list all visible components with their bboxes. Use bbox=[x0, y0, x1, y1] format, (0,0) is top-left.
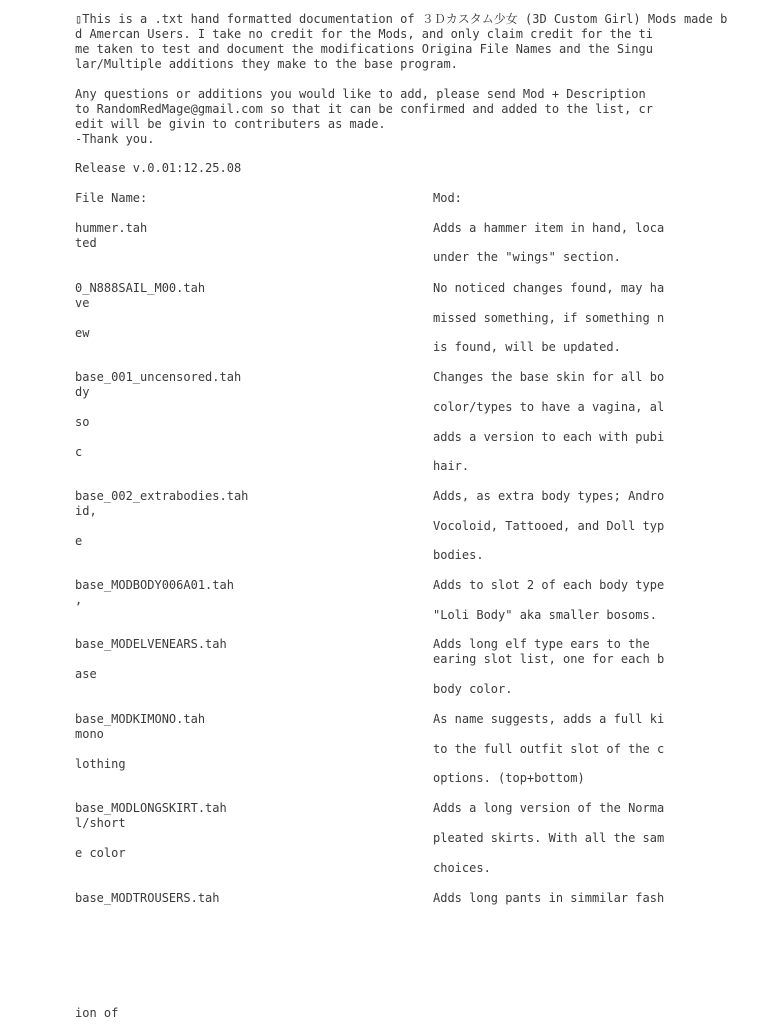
file-name-header: File Name: bbox=[75, 191, 148, 205]
entry-description-line: bodies. bbox=[433, 548, 484, 562]
entry-description-line: options. (top+bottom) bbox=[433, 771, 585, 785]
entry-description-line: to the full outfit slot of the c bbox=[433, 742, 665, 756]
entry-file-wrap: , bbox=[75, 593, 83, 607]
entry-file-wrap: e bbox=[75, 534, 83, 548]
entry-description-line: is found, will be updated. bbox=[433, 340, 621, 354]
mod-header: Mod: bbox=[433, 191, 462, 205]
entry-file-wrap: id, bbox=[75, 504, 97, 518]
entry-file-name: base_002_extrabodies.tah bbox=[75, 489, 249, 503]
intro-line-2: d Amercan Users. I take no credit for the Mods, and only claim credit for the ti bbox=[75, 27, 653, 41]
entry-description-line: Adds, as extra body types; Andro bbox=[433, 489, 665, 503]
entry-file-name: base_MODBODY006A01.tah bbox=[75, 578, 234, 592]
entry-description-line: No noticed changes found, may ha bbox=[433, 281, 665, 295]
contact-line-3: edit will be givin to contributers as made. bbox=[75, 117, 386, 131]
entry-file-wrap: l/short bbox=[75, 816, 126, 830]
entry-file-wrap: lothing bbox=[75, 757, 126, 771]
footer-fragment: ion of bbox=[75, 1006, 119, 1020]
entry-file-wrap: ve bbox=[75, 296, 90, 310]
entry-description-line: Changes the base skin for all bo bbox=[433, 370, 665, 384]
entry-description-line: Adds a hammer item in hand, loca bbox=[433, 221, 665, 235]
entry-file-name: base_001_uncensored.tah bbox=[75, 370, 242, 384]
entry-description-line: Adds to slot 2 of each body type bbox=[433, 578, 665, 592]
entry-file-name: base_MODKIMONO.tah bbox=[75, 712, 206, 726]
entry-file-wrap: so bbox=[75, 415, 90, 429]
intro-line-4: lar/Multiple additions they make to the base program. bbox=[75, 57, 458, 71]
entry-file-wrap: c bbox=[75, 445, 83, 459]
entry-description-line: As name suggests, adds a full ki bbox=[433, 712, 665, 726]
entry-file-wrap: ew bbox=[75, 326, 90, 340]
contact-line-2: to RandomRedMage@gmail.com so that it can be confirmed and added to the list, cr bbox=[75, 102, 653, 116]
entry-file-name: hummer.tah bbox=[75, 221, 148, 235]
contact-line-4: -Thank you. bbox=[75, 132, 155, 146]
entry-file-wrap: ted bbox=[75, 236, 97, 250]
entry-description-line: Adds long pants in simmilar fash bbox=[433, 891, 665, 905]
entry-file-name: base_MODELVENEARS.tah bbox=[75, 637, 227, 651]
intro-line-1: ▯This is a .txt hand formatted documentation of ３Ｄカスタム少女 (3D Custom Girl) Mods made b bbox=[75, 12, 728, 26]
entry-description-line: color/types to have a vagina, al bbox=[433, 400, 665, 414]
entry-file-wrap: e color bbox=[75, 846, 126, 860]
entry-description-line: Adds long elf type ears to the bbox=[433, 637, 650, 651]
entry-file-wrap: ase bbox=[75, 667, 97, 681]
entry-description-line: pleated skirts. With all the sam bbox=[433, 831, 665, 845]
entry-file-name: base_MODTROUSERS.tah bbox=[75, 891, 220, 905]
entry-file-wrap: dy bbox=[75, 385, 90, 399]
intro-line-3: me taken to test and document the modifications Origina File Names and the Singu bbox=[75, 42, 653, 56]
entry-description-line: body color. bbox=[433, 682, 513, 696]
entry-description-line: hair. bbox=[433, 459, 470, 473]
entry-description-line: under the "wings" section. bbox=[433, 250, 621, 264]
entry-description-line: "Loli Body" aka smaller bosoms. bbox=[433, 608, 657, 622]
entry-file-name: base_MODLONGSKIRT.tah bbox=[75, 801, 227, 815]
release-version: Release v.0.01:12.25.08 bbox=[75, 161, 242, 175]
entry-description-line: earing slot list, one for each b bbox=[433, 652, 665, 666]
contact-line-1: Any questions or additions you would like to add, please send Mod + Description bbox=[75, 87, 646, 101]
entry-file-wrap: mono bbox=[75, 727, 104, 741]
entry-description-line: missed something, if something n bbox=[433, 311, 665, 325]
entry-file-name: 0_N888SAIL_M00.tah bbox=[75, 281, 206, 295]
entry-description-line: adds a version to each with pubi bbox=[433, 430, 665, 444]
entry-description-line: Vocoloid, Tattooed, and Doll typ bbox=[433, 519, 665, 533]
entry-description-line: choices. bbox=[433, 861, 491, 875]
entry-description-line: Adds a long version of the Norma bbox=[433, 801, 665, 815]
